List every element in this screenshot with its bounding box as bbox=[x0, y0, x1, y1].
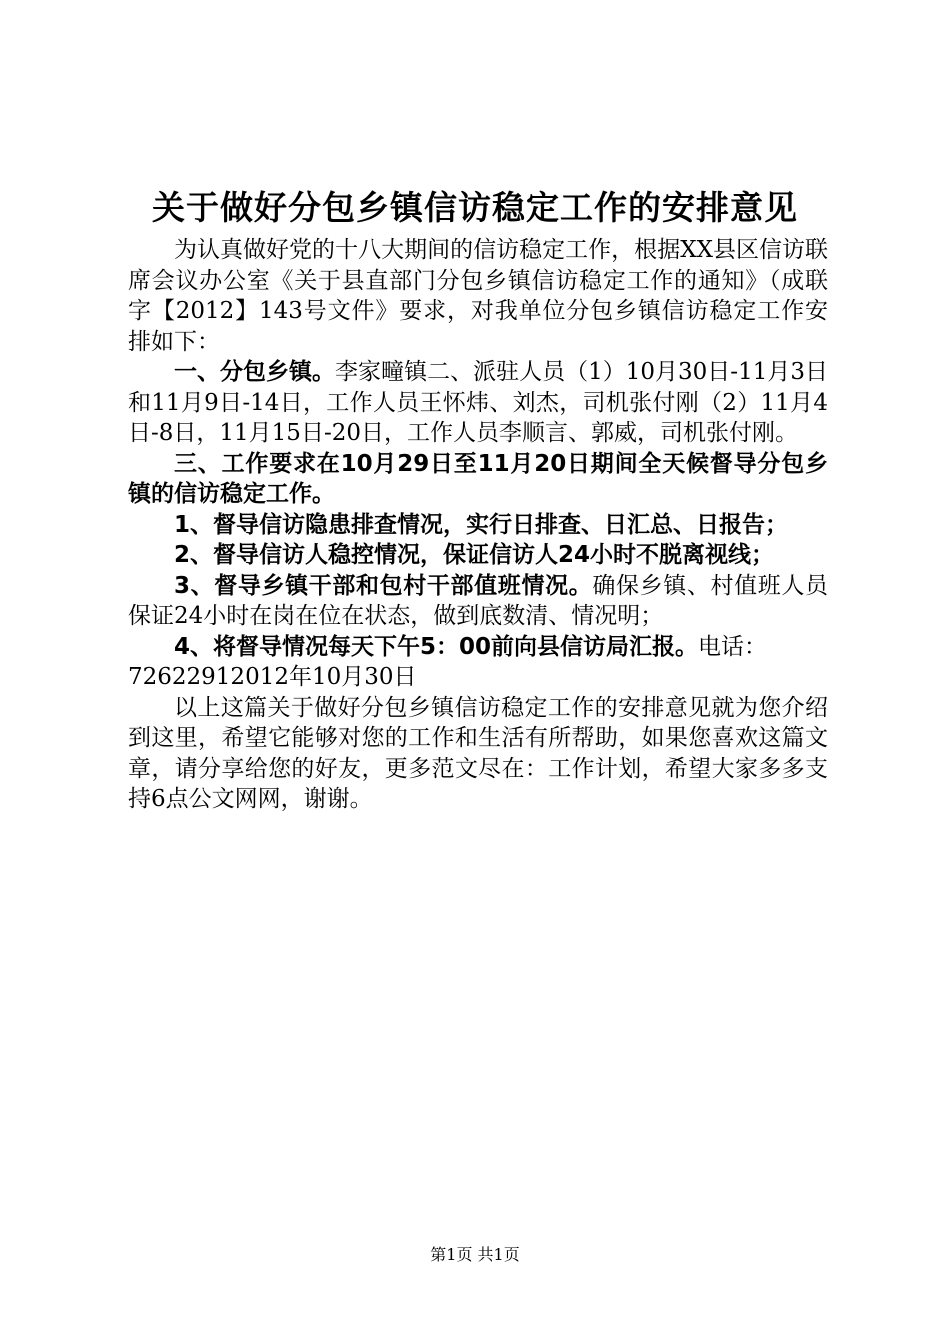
item4-heading: 4、将督导情况每天下午5：00前向县信访局汇报。 bbox=[174, 633, 699, 660]
item4-tail-paragraph: 72622912012年10月30日 bbox=[128, 664, 417, 690]
section3-paragraph: 三、工作要求在10月29日至11月20日期间全天候督导分包乡镇的信访稳定工作。 bbox=[128, 450, 828, 507]
page-footer: 第1页 共1页 bbox=[430, 1245, 520, 1264]
section1-paragraph bbox=[128, 357, 828, 449]
closing-paragraph: 以上这篇关于做好分包乡镇信访稳定工作的安排意见就为您介绍到这里，希望它能够对您的工作和生活有所帮助，如果您喜欢这篇文章，请分享给您的好友，更多范文尽在：工作计划，希望大家多多支持6点公文网网，谢谢。 bbox=[128, 694, 828, 812]
item3-heading: 3、督导乡镇干部和包村干部值班情况。 bbox=[174, 572, 593, 599]
item2-paragraph: 2、督导信访人稳控情况，保证信访人24小时不脱离视线； bbox=[174, 542, 775, 568]
intro-paragraph: 为认真做好党的十八大期间的信访稳定工作，根据XX县区信访联席会议办公室《关于县直部门分包乡镇信访稳定工作的通知》（成联字【2012】143号文件》要求，对我单位分包乡镇信访稳定工作安排如下： bbox=[128, 237, 828, 355]
section1-heading: 一、分包乡镇。 bbox=[174, 359, 336, 385]
item3-text: 确保乡镇、村值班人员保证24小时在岗在位在状态，做到底数清、情况明； bbox=[128, 572, 828, 629]
document-title: 关于做好分包乡镇信访稳定工作的安排意见 bbox=[152, 188, 798, 227]
section1-text: 李家疃镇二、派驻人员（1）10月30日-11月3日和11月9日-14日，工作人员王怀炜、刘杰，司机张付刚（2）11月4日-8日，11月15日-20日，工作人员李顺言、郭威，司机张付刚。 bbox=[128, 359, 829, 446]
item4-text: 电话： bbox=[698, 633, 768, 660]
document-body bbox=[128, 235, 828, 815]
item3-paragraph bbox=[128, 571, 828, 632]
item4-paragraph bbox=[128, 632, 828, 663]
item1-paragraph: 1、督导信访隐患排查情况，实行日排查、日汇总、日报告； bbox=[174, 511, 789, 538]
